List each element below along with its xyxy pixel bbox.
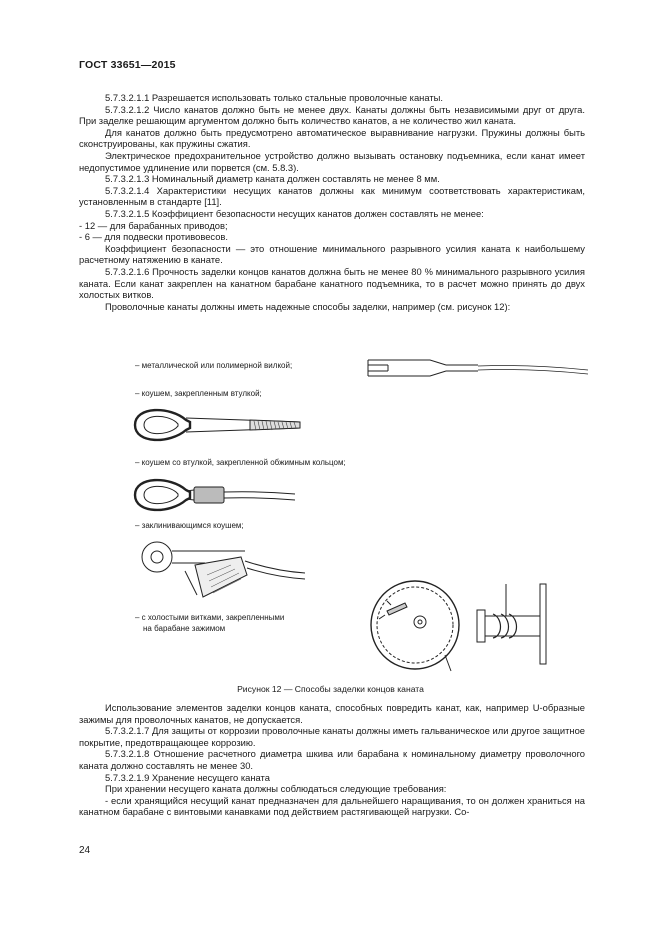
thimble-sleeve-drawing (130, 400, 310, 450)
figure-label-drum-2: на барабане зажимом (143, 624, 226, 633)
paragraph: 5.7.3.2.1.3 Номинальный диаметр каната должен составлять не менее 8 мм. (105, 173, 440, 185)
paragraph: 5.7.3.2.1.6 Прочность заделки концов канатов должна быть не менее 80 % минимального разрывного усилия каната. Если канат закреплен на канатном барабане канатного подъемника, то в расчет можно принять до двух холостых витков. (79, 265, 585, 301)
paragraph: Использование элементов заделки концов каната, способных повредить канат, как, например U-образные зажимы для проволочных канатов, не допускается. (79, 702, 585, 725)
paragraph: 5.7.3.2.1.4 Характеристики несущих канатов должны как минимум соответствовать характеристикам, установленным в стандарте [11]. (79, 184, 585, 208)
paragraph: 5.7.3.2.1.1 Разрешается использовать только стальные проволочные канаты. (105, 92, 444, 103)
paragraph: Коэффициент безопасности — это отношение минимального разрывного усилия каната к наибольшему расчетному натяжению в канате. (79, 242, 585, 266)
document-header: ГОСТ 33651—2015 (79, 59, 176, 71)
drum-side-view-drawing (365, 575, 465, 675)
paragraph: 5.7.3.2.1.9 Хранение несущего каната (105, 771, 270, 783)
figure-label-thimble-sleeve: – коушем, закрепленным втулкой; (135, 389, 262, 398)
fork-termination-drawing (360, 352, 590, 384)
list-item: - 12 — для барабанных приводов; (79, 219, 228, 231)
thimble-ferrule-drawing (130, 470, 300, 520)
paragraph: 5.7.3.2.1.7 Для защиты от коррозии проволочные канаты должны иметь гальваническое или другое защитное покрытие, предотвращающее коррозию. (79, 725, 585, 748)
figure-label-ferrule: – коушем со втулкой, закрепленной обжимным кольцом; (135, 458, 346, 467)
paragraph: 5.7.3.2.1.5 Коэффициент безопасности несущих канатов должен составлять не менее: (105, 207, 484, 219)
drum-front-view-drawing (475, 580, 560, 670)
top-text-block (79, 92, 585, 312)
figure-label-drum-1: – с холостыми витками, закрепленными (135, 613, 285, 622)
paragraph: Электрическое предохранительное устройство должно вызывать остановку подъемника, если канат имеет недопустимое удлинение или порвется (см. 5.8.3). (79, 149, 585, 173)
paragraph: Проволочные канаты должны иметь надежные способы заделки, например (см. рисунок 12): (105, 300, 511, 312)
page-number: 24 (79, 845, 91, 856)
figure-label-wedge: – заклинивающимся коушем; (135, 521, 244, 530)
list-item: - 6 — для подвески противовесов. (79, 231, 229, 243)
paragraph: При хранении несущего каната должны соблюдаться следующие требования: (105, 783, 447, 795)
paragraph: - если хранящийся несущий канат предназначен для дальнейшего наращивания, то он должен храниться на канатном барабане с винтовыми канавками под действием растягивающей нагрузки. Со- (79, 794, 585, 818)
paragraph: Для канатов должно быть предусмотрено автоматическое выравнивание нагрузки. Пружины должны быть сконструированы, как пружины сжатия. (79, 126, 585, 150)
bottom-text-block (79, 702, 585, 818)
paragraph: 5.7.3.2.1.2 Число канатов должно быть не менее двух. Канаты должны быть независимыми друг от друга. При заделке решающим аргументом должно быть количество канатов, а не количество жил каната. (79, 103, 585, 127)
figure-caption: Рисунок 12 — Способы заделки концов каната (237, 684, 424, 694)
wedge-thimble-drawing (135, 535, 310, 605)
figure-label-fork: – металлической или полимерной вилкой; (135, 361, 293, 370)
paragraph: 5.7.3.2.1.8 Отношение расчетного диаметра шкива или барабана к номинальному диаметру проволочного каната должно составлять не менее 30. (79, 748, 585, 771)
